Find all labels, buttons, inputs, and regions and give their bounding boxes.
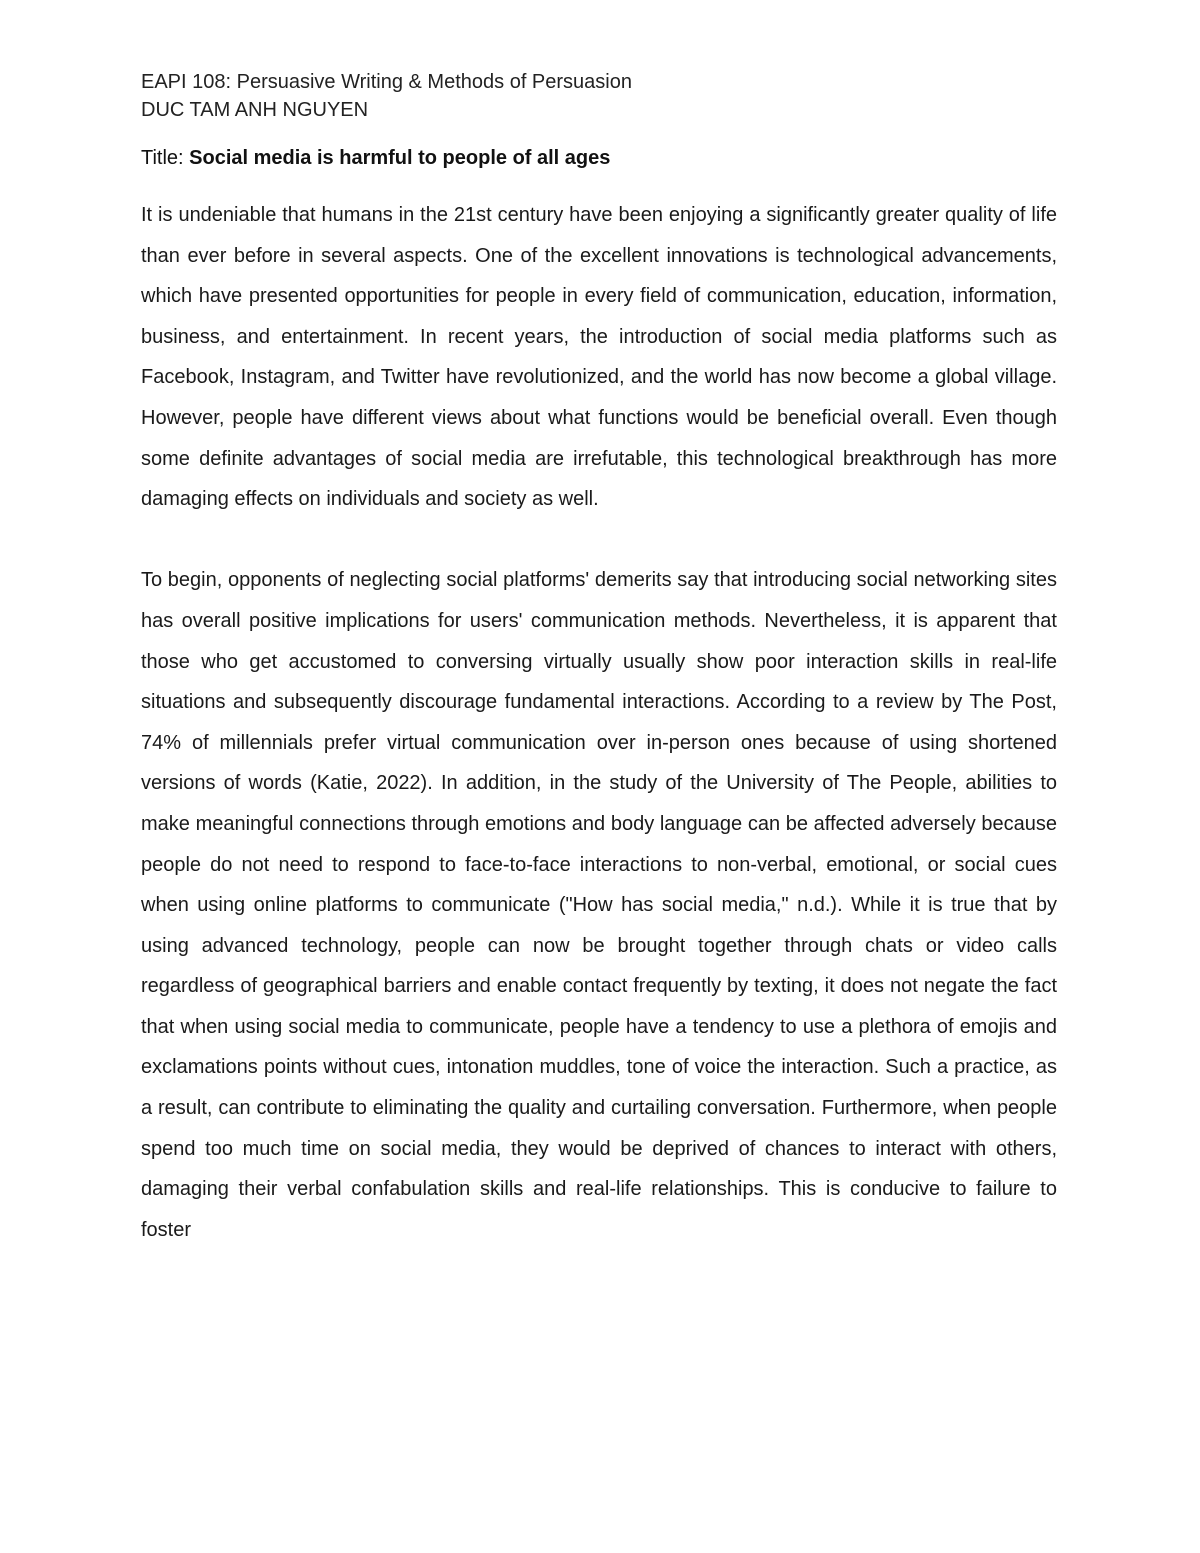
course-heading: EAPI 108: Persuasive Writing & Methods of Persuasion [141,71,632,93]
document-page [141,68,1057,1250]
author-name: DUC TAM ANH NGUYEN [141,99,369,121]
title-prefix: Title: [141,147,190,169]
essay-title [141,144,1057,172]
paragraph-introduction: It is undeniable that humans in the 21st century have been enjoying a significantly greater quality of life than ever before in several aspects. One of the excellent innovations is technological advancements, which have presented opportunities for people in every field of communication, education, information, business, and entertainment. In recent years, the introduction of social media platforms such as Facebook, Instagram, and Twitter have revolutionized, and the world has now become a global village. However, people have different views about what functions would be beneficial overall. Even though some definite advantages of social media are irrefutable, this technological breakthrough has more damaging effects on individuals and society as well. [141,204,1057,511]
title-text: Social media is harmful to people of all ages [189,147,611,169]
paragraph-body: To begin, opponents of neglecting social platforms' demerits say that introducing social networking sites has overall positive implications for users' communication methods. Nevertheless, it is apparent that those who get accustomed to conversing virtually usually show poor interaction skills in real-life situations and subsequently discourage fundamental interactions. According to a review by The Post, 74% of millennials prefer virtual communication over in-person ones because of using shortened versions of words (Katie, 2022). In addition, in the study of the University of The People, abilities to make meaningful connections through emotions and body language can be affected adversely because people do not need to respond to face-to-face interactions to non-verbal, emotional, or social cues when using online platforms to communicate ("How has social media," n.d.). While it is true that by using advanced technology, people can now be brought together through chats or video calls regardless of geographical barriers and enable contact frequently by texting, it does not negate the fact that when using social media to communicate, people have a tendency to use a plethora of emojis and exclamations points without cues, intonation muddles, tone of voice the interaction. Such a practice, as a result, can contribute to eliminating the quality and curtailing conversation. Furthermore, when people spend too much time on social media, they would be deprived of chances to interact with others, damaging their verbal confabulation skills and real-life relationships. This is conducive to failure to foster [141,569,1057,1241]
